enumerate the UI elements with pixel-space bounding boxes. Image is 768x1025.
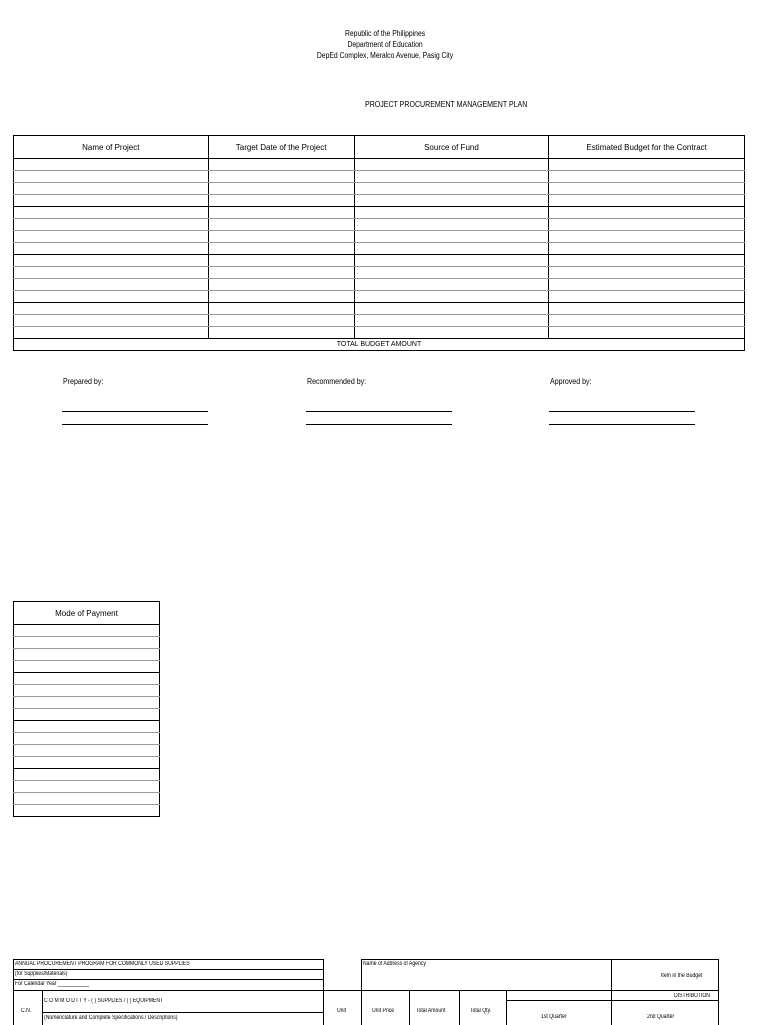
table-row — [14, 697, 160, 709]
table-row — [14, 637, 160, 649]
header-line-1: Republic of the Philippines — [344, 29, 426, 38]
total-budget-label: TOTAL BUDGET AMOUNT — [14, 339, 745, 351]
form-line — [13, 959, 14, 1025]
agency-label: Name of Address of Agency — [363, 961, 426, 967]
table-row — [14, 231, 745, 243]
second-quarter-label: 2nd Quarter — [647, 1014, 675, 1020]
form-line — [42, 990, 43, 1025]
form-line — [409, 990, 410, 1025]
form-line — [718, 959, 719, 1025]
table-row — [14, 625, 160, 637]
table-row — [14, 781, 160, 793]
distribution-label: DISTRIBUTION — [674, 993, 710, 999]
table-row — [14, 243, 745, 255]
table-row — [14, 291, 745, 303]
table-row — [14, 279, 745, 291]
recommended-signature-line — [306, 411, 452, 412]
form-line — [13, 990, 719, 991]
header-line-2: Department of Education — [347, 40, 423, 49]
total-amount-label: Total Amount — [416, 1008, 446, 1014]
table-row — [14, 685, 160, 697]
agency-header — [0, 28, 768, 61]
total-qty-label: Total Qty. — [470, 1008, 492, 1014]
table-row — [14, 171, 745, 183]
table-row — [14, 769, 160, 781]
column-header-target-date: Target Date of the Project — [208, 136, 354, 159]
column-header-estimated-budget: Estimated Budget for the Contract — [549, 136, 745, 159]
prepared-by-label: Prepared by: — [63, 377, 104, 386]
form-line — [506, 1000, 719, 1001]
form-line — [42, 1012, 323, 1013]
ppmp-rows — [14, 159, 745, 351]
table-row — [14, 709, 160, 721]
unit-label: Unit — [337, 1008, 347, 1014]
calendar-year-label: For Calendar Year ___________ — [15, 981, 90, 987]
ppmp-table — [13, 135, 745, 351]
table-row — [14, 327, 745, 339]
app-subtitle: (for Supplies/Materials) — [15, 971, 68, 977]
table-row — [14, 159, 745, 171]
table-row — [14, 303, 745, 315]
table-row — [14, 757, 160, 769]
form-line — [611, 959, 612, 1025]
prepared-name-line — [62, 424, 208, 425]
table-row — [14, 219, 745, 231]
app-title: ANNUAL PROCUREMENT PROGRAM FOR COMMONLY USED SUPPLIES — [15, 961, 190, 967]
document-title: PROJECT PROCUREMENT MANAGEMENT PLAN — [365, 100, 528, 109]
item-in-budget-label: Item in the Budget — [661, 973, 703, 979]
nomenclature-label: (Nomenclature and Complete Specifications / Descriptions) — [44, 1015, 178, 1021]
approved-signature-line — [549, 411, 695, 412]
commodity-label: C O M M O D I T Y - ( ) SUPPLIES / ( ) EQUIPMENT — [44, 998, 164, 1004]
total-row — [14, 339, 745, 351]
recommended-name-line — [306, 424, 452, 425]
table-row — [14, 195, 745, 207]
unit-price-label: Unit Price — [372, 1008, 395, 1014]
form-line — [506, 990, 507, 1025]
form-line — [361, 959, 362, 1025]
column-header-name-of-project: Name of Project — [14, 136, 209, 159]
header-line-3: DepEd Complex, Meralco Avenue, Pasig City — [316, 51, 454, 60]
table-row — [14, 315, 745, 327]
table-row — [14, 207, 745, 219]
table-row — [14, 649, 160, 661]
recommended-by-label: Recommended by: — [307, 377, 367, 386]
table-row — [14, 673, 160, 685]
prepared-signature-line — [62, 411, 208, 412]
table-row — [14, 721, 160, 733]
column-header-source-of-fund: Source of Fund — [354, 136, 549, 159]
table-row — [14, 805, 160, 817]
table-row — [14, 745, 160, 757]
table-row — [14, 733, 160, 745]
table-row — [14, 255, 745, 267]
approved-by-label: Approved by: — [550, 377, 592, 386]
table-row — [14, 183, 745, 195]
mode-of-payment-header: Mode of Payment — [14, 602, 160, 625]
cn-label: C.N. — [21, 1008, 32, 1014]
table-row — [14, 661, 160, 673]
table-row — [14, 793, 160, 805]
table-row — [14, 267, 745, 279]
form-line — [323, 959, 324, 1025]
first-quarter-label: 1st Quarter — [541, 1014, 567, 1020]
mode-of-payment-table — [13, 601, 160, 817]
approved-name-line — [549, 424, 695, 425]
form-line — [459, 990, 460, 1025]
annual-procurement-form — [13, 959, 719, 1025]
